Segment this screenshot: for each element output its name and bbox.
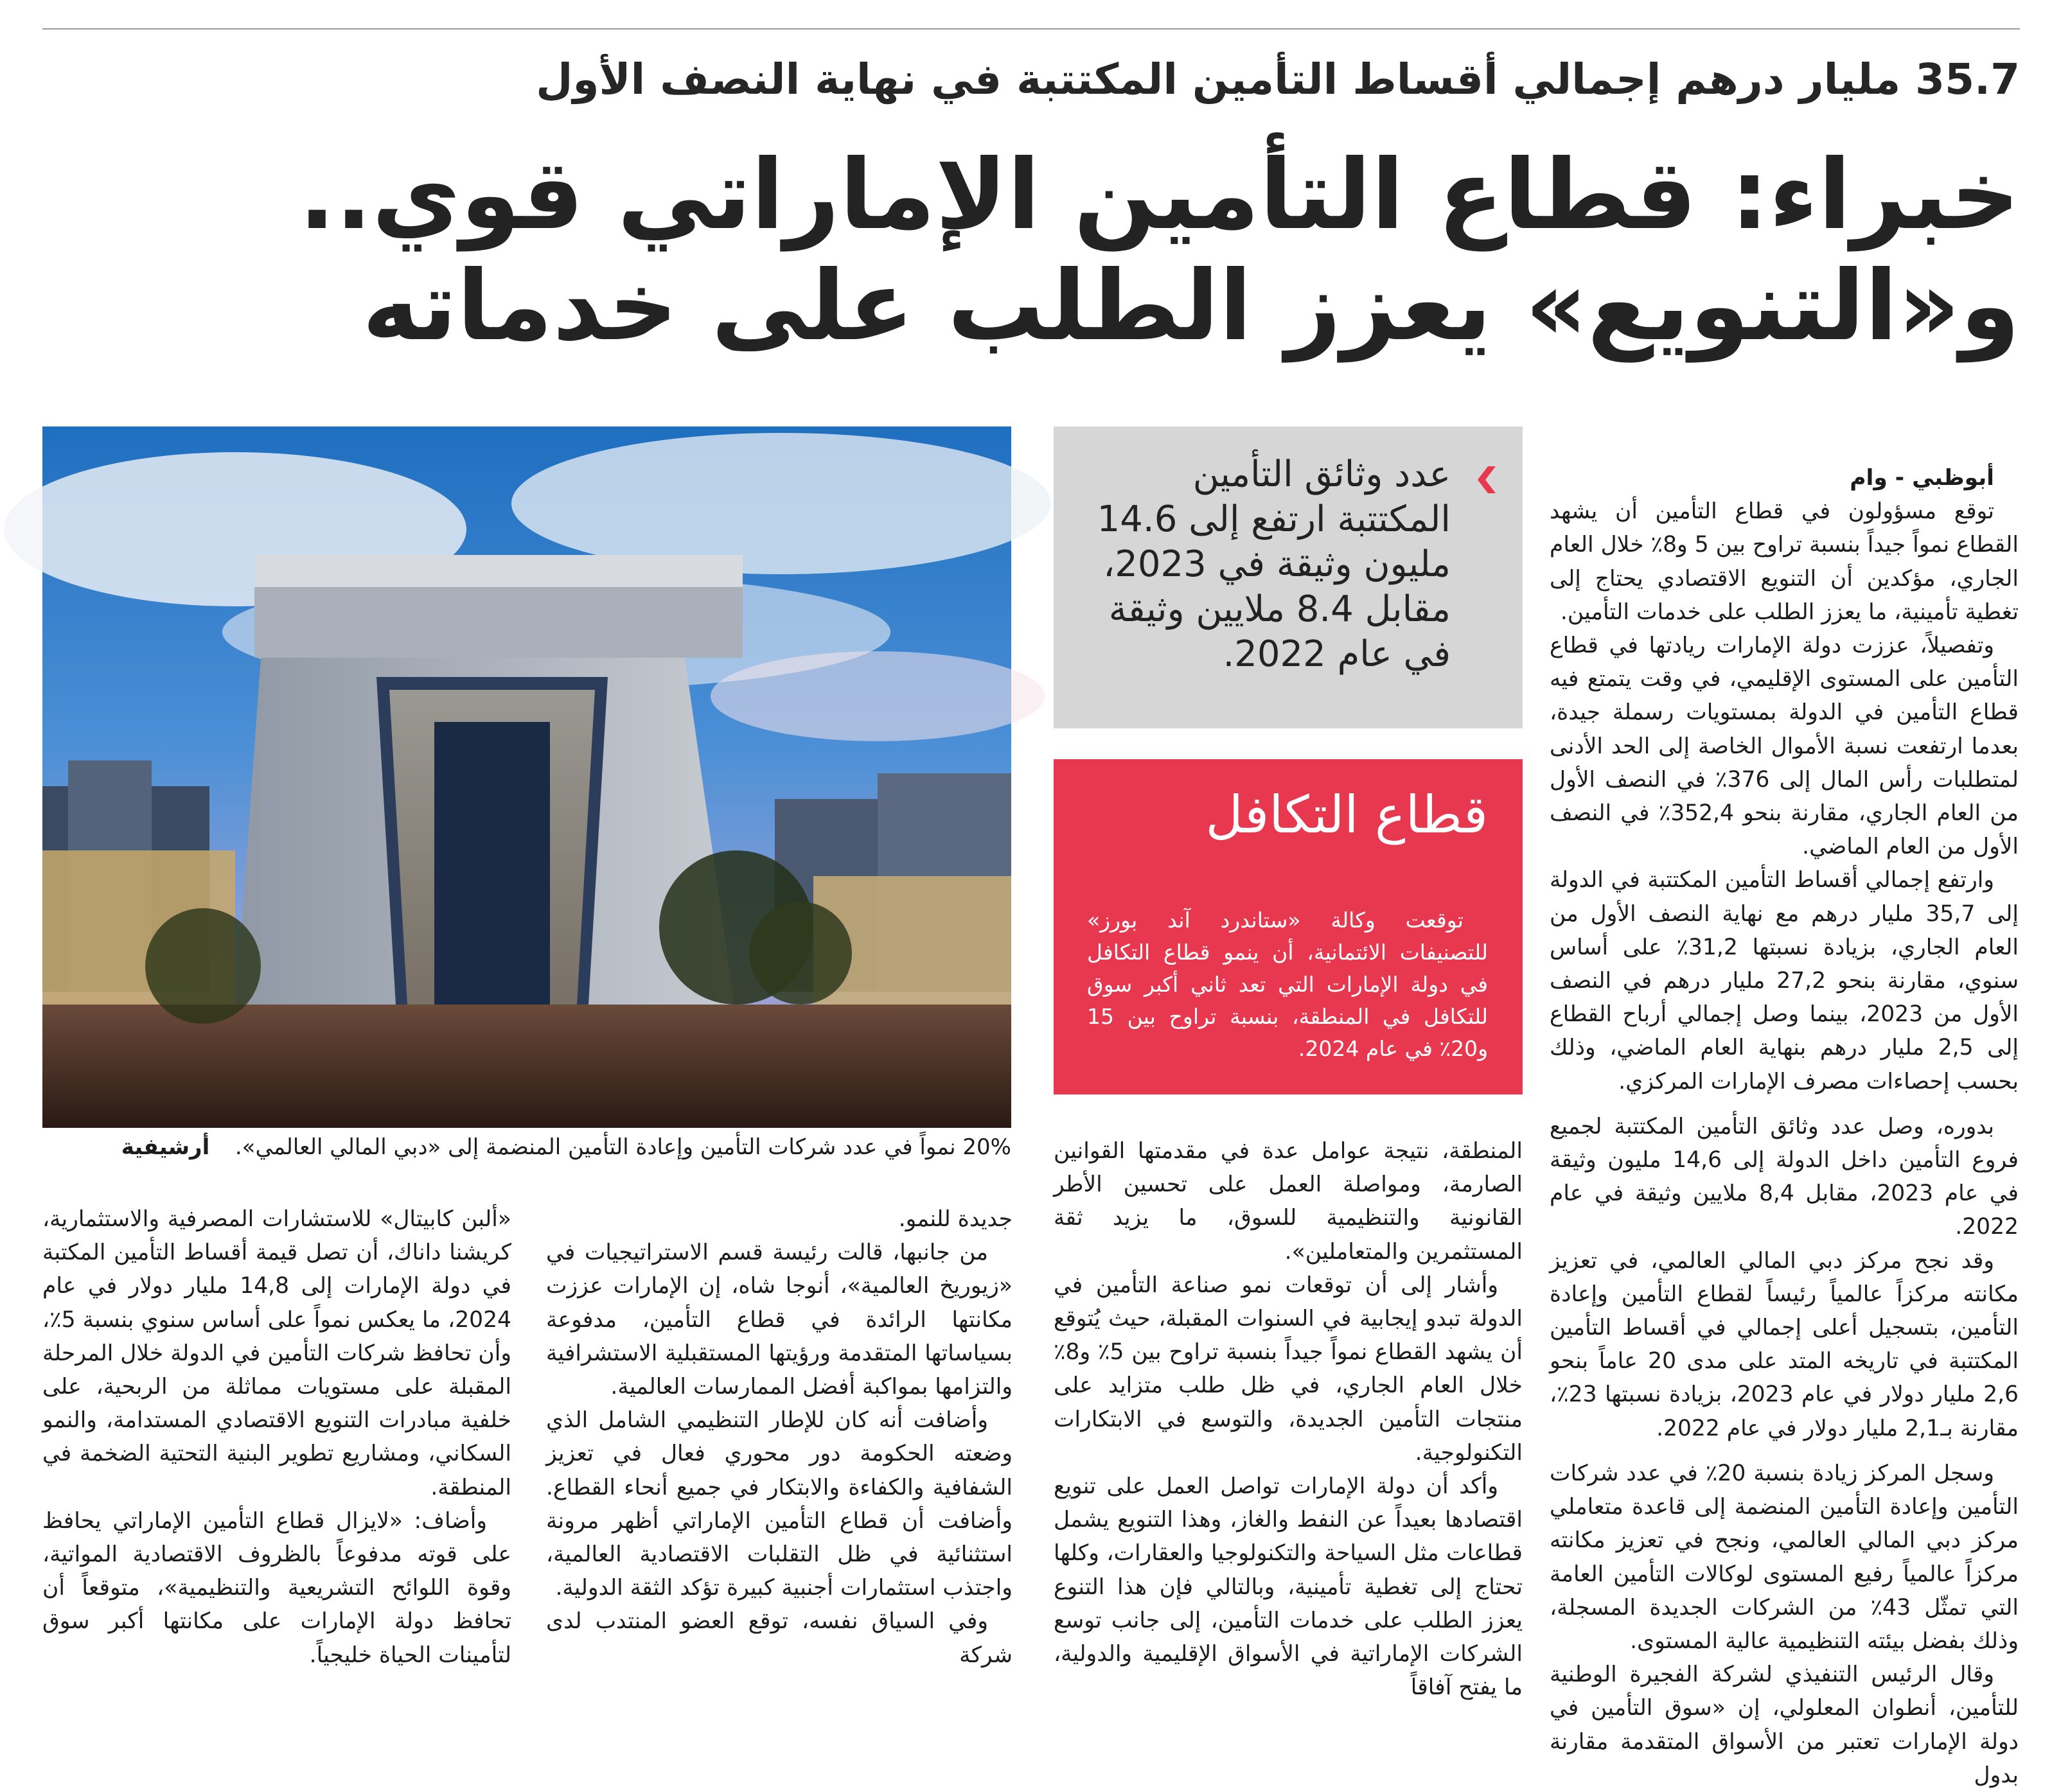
- paragraph: جديدة للنمو.: [898, 1206, 1013, 1232]
- highlight-text: عدد وثائق التأمين المكتتبة ارتفع إلى 14.6 مليون وثيقة في 2023، مقابل 8.4 ملايين وثيقة في عام 2022.: [1097, 453, 1451, 675]
- paragraph: وفي السياق نفسه، توقع العضو المنتدب لدى شركة: [546, 1608, 1013, 1668]
- sidebar-body: [1087, 904, 1488, 1065]
- article-column-2: [1054, 1134, 1523, 1701]
- chevron-left-icon: [1469, 464, 1501, 496]
- paragraph: وقال الرئيس التنفيذي لشركة الفجيرة الوطنية للتأمين، أنطوان المعلولي، إن «سوق التأمين في دولة الإمارات تعتبر من الأسواق المتقدمة مقارنة بدول: [1550, 1662, 2019, 1788]
- paragraph: من جانبها، قالت رئيسة قسم الاستراتيجيات في «زيوريخ العالمية»، أنوجا شاه، إن الإمارات عززت مكانتها الرائدة في قطاع التأمين، مدفوعة بسياساتها المتقدمة ورؤيتها المستقبلية الاستشرافية والتزامها بمواكبة أفضل الممارسات العالمية.: [546, 1240, 1013, 1400]
- headline-line-1: خبراء: قطاع التأمين الإماراتي قوي..: [299, 139, 2020, 251]
- paragraph: وسجل المركز زيادة بنسبة 20٪ في عدد شركات التأمين وإعادة التأمين المنضمة إلى قاعدة متعاملي مركز دبي المالي العالمي، ونجح في تعزيز مكانته مركزاً عالمياً رفيع المستوى لوكالات التأمين العامة التي تمثّل 43٪ من الشركات الجديدة المسجلة، وذلك بفضل بيئته التنظيمية عالية المستوى.: [1550, 1460, 2019, 1654]
- highlight-box: [1054, 426, 1523, 728]
- headline-line-2: و«التنويع» يعزز الطلب على خدماته: [362, 250, 2020, 362]
- paragraph: وأشار إلى أن توقعات نمو صناعة التأمين في الدولة تبدو إيجابية في السنوات المقبلة، حيث يُتوقع أن يشهد القطاع نمواً جيداً بنسبة تراوح بين 5٪ و8٪ خلال العام الجاري، في ظل طلب متزايد على منتجات التأمين الجديدة، والتوسع في الابتكارات التكنولوجية.: [1054, 1272, 1523, 1466]
- paragraph: وأضافت أنه كان للإطار التنظيمي الشامل الذي وضعته الحكومة دور محوري فعال في تعزيز الشفافية والكفاءة والابتكار في جميع أنحاء القطاع. وأضافت أن قطاع التأمين الإماراتي أظهر مرونة استثنائية في ظل التقلبات الاقتصادية العالمية، واجتذب استثمارات أجنبية كبيرة تؤكد الثقة الدولية.: [546, 1407, 1013, 1601]
- photo-caption: [42, 1134, 1011, 1160]
- paragraph: وارتفع إجمالي أقساط التأمين المكتتبة في الدولة إلى 35,7 مليار درهم مع نهاية النصف الأول من العام الجاري، بزيادة نسبتها 31,2٪ على أساس سنوي، مقارنة بنحو 27,2 مليار درهم في النصف الأول من 2023، بينما وصل إجمالي أرباح القطاع إلى 2,5 مليار درهم بنهاية العام الماضي، وذلك بحسب إحصاءات مصرف الإمارات المركزي.: [1550, 867, 2019, 1094]
- top-rule: [42, 28, 2020, 30]
- kicker: 35.7 مليار درهم إجمالي أقساط التأمين المكتتبة في نهاية النصف الأول: [536, 55, 2020, 104]
- sidebar-paragraph: توقعت وكالة «ستاندرد آند بورز» للتصنيفات الائتمانية، أن ينمو قطاع التكافل في دولة الإمارات التي تعد ثاني أكبر سوق للتكافل في المنطقة، بنسبة تراوح بين 15 و20٪ في عام 2024.: [1087, 908, 1488, 1061]
- article-column-3: [546, 1202, 1013, 1668]
- paragraph: «ألبن كابيتال» للاستشارات المصرفية والاستثمارية، كريشنا داناك، أن تصل قيمة أقساط التأمين المكتبة في دولة الإمارات إلى 14,8 مليار دولار في عام 2024، ما يعكس نمواً على أساس سنوي بنسبة 5٪، وأن تحافظ شركات التأمين في الدولة خلال المرحلة المقبلة على مستويات مماثلة من الربحية، على خلفية مبادرات التنويع الاقتصادي المستدامة، والنمو السكاني، ومشاريع تطوير البنية التحتية الضخمة في المنطقة.: [42, 1206, 511, 1500]
- paragraph: وتفصيلاً، عززت دولة الإمارات ريادتها في قطاع التأمين على المستوى الإقليمي، في وقت يتمتع فيه قطاع التأمين في الدولة بمستويات رسملة جيدة، بعدما ارتفعت نسبة الأموال الخاصة إلى الحد الأدنى لمتطلبات رأس المال إلى 376٪ في النصف الأول من العام الجاري، مقارنة بنحو 352,4٪ في النصف الأول من العام الماضي.: [1550, 633, 2019, 860]
- paragraph: المنطقة، نتيجة عوامل عدة في مقدمتها القوانين الصارمة، ومواصلة العمل على تحسين الأطر القانونية والتنظيمية للسوق، ما يزيد ثقة المستثمرين والمتعاملين».: [1054, 1138, 1523, 1265]
- caption-text: 20% نمواً في عدد شركات التأمين وإعادة التأمين المنضمة إلى «دبي المالي العالمي».: [234, 1134, 1011, 1160]
- paragraph: بدوره، وصل عدد وثائق التأمين المكتتبة لجميع فروع التأمين داخل الدولة إلى 14,6 مليون وثيقة في عام 2023، مقابل 8,4 ملايين وثيقة في عام 2022.: [1550, 1113, 2019, 1240]
- photo-credit: أرشيفية: [121, 1134, 210, 1160]
- paragraph: وقد نجح مركز دبي المالي العالمي، في تعزيز مكانته مركزاً عالمياً رئيساً لقطاع التأمين وإعادة التأمين، بتسجيل أعلى إجمالي في أقساط التأمين المكتتبة في تاريخه المتد على مدى 20 عاماً بنحو 2,6 مليار دولار في عام 2023، بزيادة نسبتها 23٪، مقارنة بـ2,1 مليار دولار في عام 2022.: [1550, 1247, 2019, 1441]
- byline: أبوظبي - وام: [1850, 465, 1994, 491]
- photo-dubai-gate-building: [42, 426, 1011, 1128]
- paragraph: وأضاف: «لايزال قطاع التأمين الإماراتي يحافظ على قوته مدفوعاً بالظروف الاقتصادية المواتية، وقوة اللوائح التشريعية والتنظيمية»، متوقعاً أن تحافظ دولة الإمارات على مكانتها أكبر سوق لتأمينات الحياة خليجياً.: [42, 1507, 511, 1668]
- sidebar-title: قطاع التكافل: [1205, 785, 1488, 845]
- takaful-sidebar: [1054, 759, 1523, 1094]
- headline: [41, 140, 2020, 362]
- article-column-4: [42, 1202, 511, 1668]
- paragraph: وأكد أن دولة الإمارات تواصل العمل على تنويع اقتصادها بعيداً عن النفط والغاز، وهذا التنويع يشمل قطاعات مثل السياحة والتكنولوجيا والعقارات، وكلها تحتاج إلى تغطية تأمينية، وبالتالي فإن هذا التنوع يعزز الطلب على خدمات التأمين، إلى جانب توسع الشركات الإماراتية في الأسواق الإقليمية والدولية، ما يفتح آفاقاً: [1054, 1473, 1523, 1701]
- photo-illustration: [42, 426, 1011, 1128]
- paragraph: توقع مسؤولون في قطاع التأمين أن يشهد القطاع نمواً جيداً بنسبة تراوح بين 5 و8٪ خلال العام الجاري، مؤكدين أن التنويع الاقتصادي يحتاج إلى تغطية تأمينية، ما يعزز الطلب على خدمات التأمين.: [1550, 498, 2019, 625]
- article-column-1: [1550, 461, 2019, 1788]
